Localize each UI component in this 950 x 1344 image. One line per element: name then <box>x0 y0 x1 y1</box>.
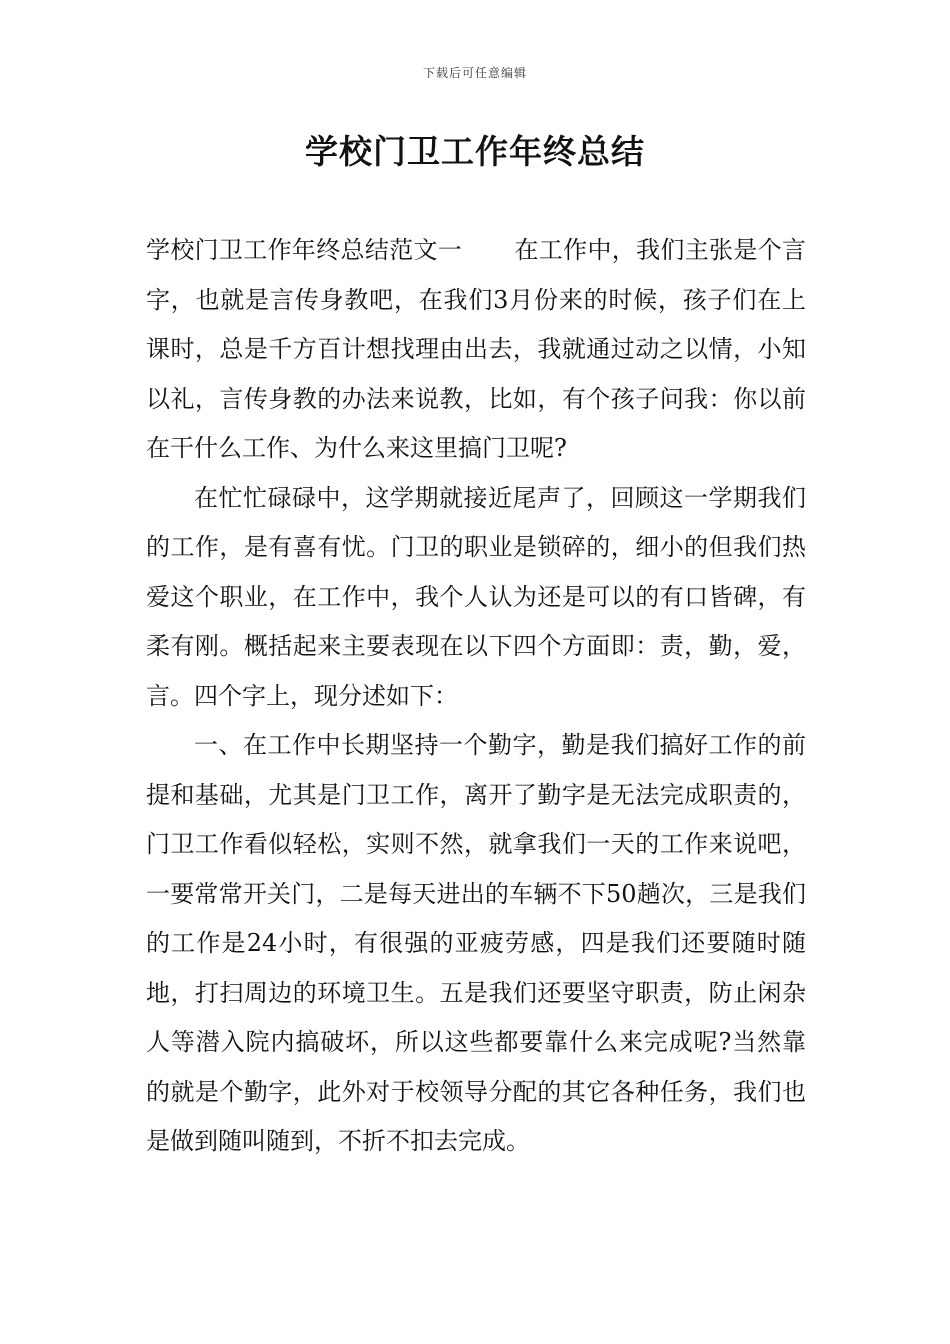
document-body <box>146 226 806 1167</box>
paragraph-overview: 在忙忙碌碌中，这学期就接近尾声了，回顾这一学期我们的工作，是有喜有忧。门卫的职业是锁碎的，细小的但我们热爱这个职业，在工作中，我个人认为还是可以的有口皆碑，有柔有刚。概括起来主要表现在以下四个方面即：责，勤，爱，言。四个字上，现分述如下： <box>146 483 806 710</box>
paragraph-intro-body: 在工作中，我们主张是个言字，也就是言传身教吧，在我们3月份来的时候，孩子们在上课时，总是千方百计想找理由出去，我就通过动之以情，小知以礼，言传身教的办法来说教，比如，有个孩子问我：你以前在干什么工作、为什么来这里搞门卫呢? <box>146 236 807 462</box>
paragraph-diligence: 一、在工作中长期坚持一个勤字，勤是我们搞好工作的前提和基础，尤其是门卫工作，离开了勤字是无法完成职责的，门卫工作看似轻松，实则不然，就拿我们一天的工作来说吧，一要常常开关门，二是每天进出的车辆不下50趟次，三是我们的工作是24小时，有很强的亚疲劳感，四是我们还要随时随地，打扫周边的环境卫生。五是我们还要坚守职责，防止闲杂人等潜入院内搞破坏，所以这些都要靠什么来完成呢?当然靠的就是个勤字，此外对于校领导分配的其它各种任务，我们也是做到随叫随到，不折不扣去完成。 <box>146 731 806 1155</box>
header-note: 下载后可任意编辑 <box>422 66 527 80</box>
document-title: 学校门卫工作年终总结 <box>305 132 645 171</box>
paragraph-intro <box>146 226 806 474</box>
paragraph-intro-lead: 学校门卫工作年终总结范文一 <box>146 236 463 264</box>
